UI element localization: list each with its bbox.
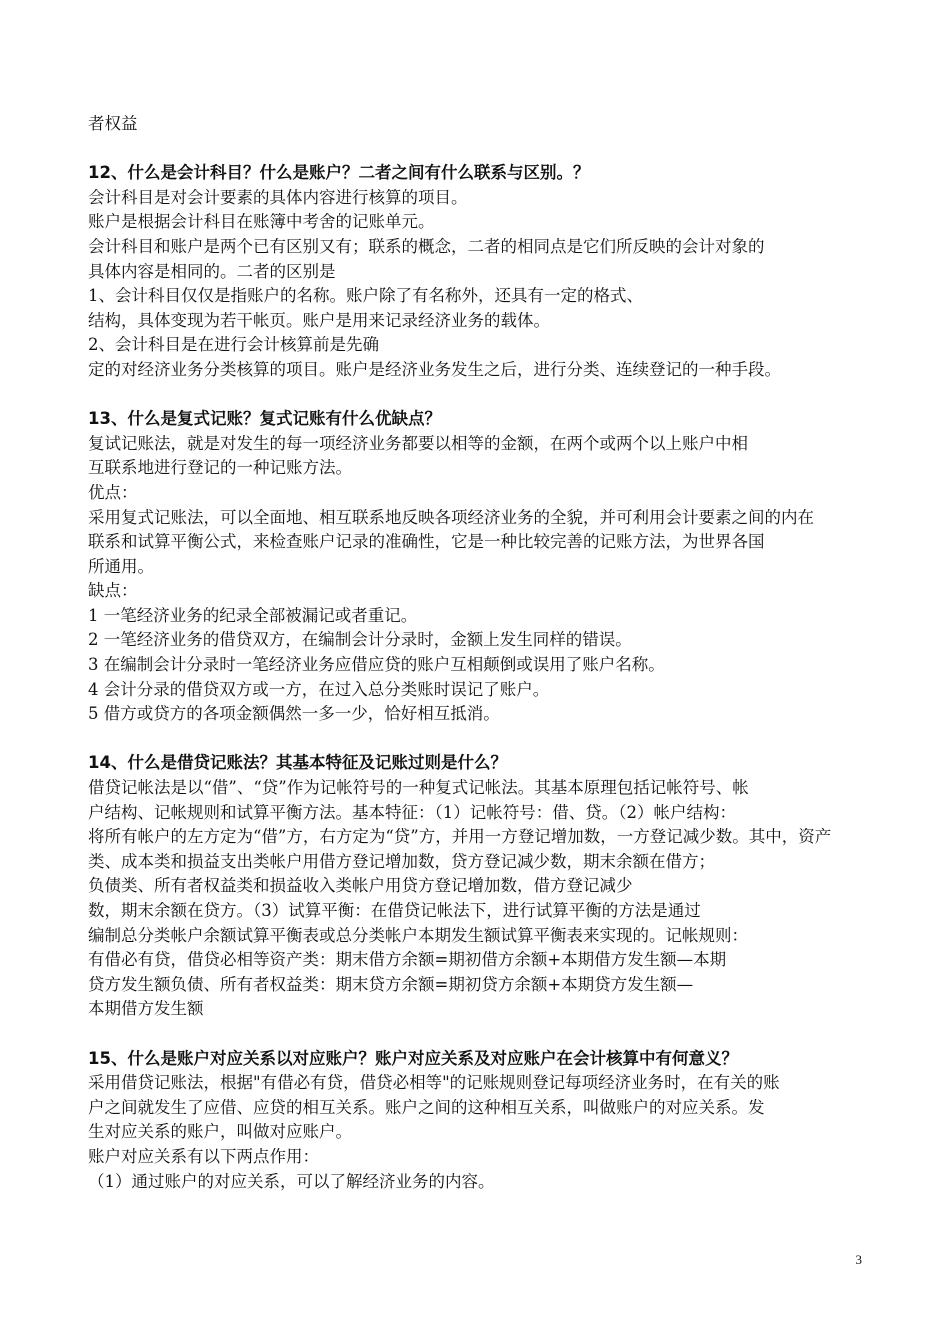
paragraph-line: 定的对经济业务分类核算的项目。账户是经济业务发生之后，进行分类、连续登记的一种手段。 bbox=[88, 359, 781, 379]
paragraph-line: 复试记账法，就是对发生的每一项经济业务都要以相等的金额，在两个或两个以上账户中相 bbox=[88, 433, 748, 453]
section-q13 bbox=[88, 407, 878, 727]
paragraph-line: 户之间就发生了应借、应贷的相互关系。账户之间的这种相互关系，叫做账户的对应关系。发 bbox=[88, 1097, 765, 1117]
paragraph-line: 采用借贷记账法，根据"有借必有贷，借贷必相等"的记账规则登记每项经济业务时，在有关的账 bbox=[88, 1073, 780, 1093]
page-number: 3 bbox=[855, 1252, 862, 1267]
section-heading-q12: 12、什么是会计科目？什么是账户？二者之间有什么联系与区别。？ bbox=[88, 163, 590, 183]
paragraph-line: 具体内容是相同的。二者的区别是 bbox=[88, 261, 336, 281]
section-q12 bbox=[88, 161, 878, 382]
paragraph-line: 互联系地进行登记的一种记账方法。 bbox=[88, 458, 352, 478]
list-item: 4 会计分录的借贷双方或一方，在过入总分类账时误记了账户。 bbox=[88, 679, 550, 699]
paragraph-line: 账户是根据会计科目在账簿中考舍的记账单元。 bbox=[88, 212, 435, 232]
paragraph-line: 本期借方发生额 bbox=[88, 999, 204, 1019]
paragraph-line: 借贷记帐法是以“借”、“贷”作为记帐符号的一种复式记帐法。其基本原理包括记帐符号、帐 bbox=[88, 778, 749, 798]
paragraph-line: 账户对应关系有以下两点作用： bbox=[88, 1146, 319, 1166]
section-q14 bbox=[88, 751, 878, 1022]
section-heading-q14: 14、什么是借贷记账法？其基本特征及记账过则是什么？ bbox=[88, 753, 507, 773]
paragraph-line: 采用复式记账法，可以全面地、相互联系地反映各项经济业务的全貌，并可利用会计要素之间的内在 bbox=[88, 507, 814, 527]
paragraph-line: 会计科目是对会计要素的具体内容进行核算的项目。 bbox=[88, 187, 468, 207]
paragraph-line: 结构，具体变现为若干帐页。账户是用来记录经济业务的载体。 bbox=[88, 310, 550, 330]
intro-text: 者权益 bbox=[88, 114, 138, 133]
paragraph-line: 数，期末余额在贷方。（3）试算平衡：在借贷记帐法下，进行试算平衡的方法是通过 bbox=[88, 901, 701, 920]
paragraph-line: 2、会计科目是在进行会计核算前是先确 bbox=[88, 335, 379, 355]
list-item: 3 在编制会计分录时一笔经济业务应借应贷的账户互相颠倒或误用了账户名称。 bbox=[88, 655, 665, 675]
paragraph-line: 户结构、记帐规则和试算平衡方法。基本特征：（1）记帐符号：借、贷。（2）帐户结构： bbox=[88, 802, 736, 822]
paragraph-line: 将所有帐户的左方定为“借”方，右方定为“贷”方，并用一方登记增加数，一方登记减少数。其中，资产 bbox=[88, 827, 832, 847]
document-page bbox=[88, 112, 878, 1194]
paragraph-line: 类、成本类和损益支出类帐户用借方登记增加数，贷方登记减少数，期末余额在借方； bbox=[88, 851, 715, 871]
paragraph-line: 所通用。 bbox=[88, 556, 154, 576]
list-item: 5 借方或贷方的各项金额偶然一多一少，恰好相互抵消。 bbox=[88, 704, 500, 724]
paragraph-line: 生对应关系的账户，叫做对应账户。 bbox=[88, 1122, 352, 1142]
paragraph-line: 编制总分类帐户余额试算平衡表或总分类帐户本期发生额试算平衡表来实现的。记帐规则： bbox=[88, 925, 748, 945]
paragraph-line: 会计科目和账户是两个已有区别又有；联系的概念，二者的相同点是它们所反映的会计对象的 bbox=[88, 236, 765, 256]
paragraph-line: 贷方发生额负债、所有者权益类：期末贷方余额=期初贷方余额+本期贷方发生额— bbox=[88, 974, 694, 994]
section-heading-q13: 13、什么是复式记账？复式记账有什么优缺点？ bbox=[88, 409, 441, 429]
list-item: 1 一笔经济业务的纪录全部被漏记或者重记。 bbox=[88, 605, 418, 625]
paragraph-line: 缺点： bbox=[88, 581, 138, 601]
paragraph-line: 负债类、所有者权益类和损益收入类帐户用贷方登记增加数，借方登记减少 bbox=[88, 876, 633, 896]
section-heading-q15: 15、什么是账户对应关系以对应账户？账户对应关系及对应账户在会计核算中有何意义？ bbox=[88, 1048, 738, 1068]
paragraph-line: 1、会计科目仅仅是指账户的名称。账户除了有名称外，还具有一定的格式、 bbox=[88, 286, 643, 306]
section-q15 bbox=[88, 1047, 878, 1195]
paragraph-line: 联系和试算平衡公式，来检查账户记录的准确性，它是一种比较完善的记账方法，为世界各国 bbox=[88, 532, 765, 552]
paragraph-line: （1）通过账户的对应关系，可以了解经济业务的内容。 bbox=[88, 1171, 495, 1191]
paragraph-line: 有借必有贷，借贷必相等资产类：期末借方余额=期初借方余额+本期借方发生额—本期 bbox=[88, 950, 727, 970]
paragraph-line: 优点： bbox=[88, 482, 138, 502]
list-item: 2 一笔经济业务的借贷双方，在编制会计分录时，金额上发生同样的错误。 bbox=[88, 630, 632, 650]
